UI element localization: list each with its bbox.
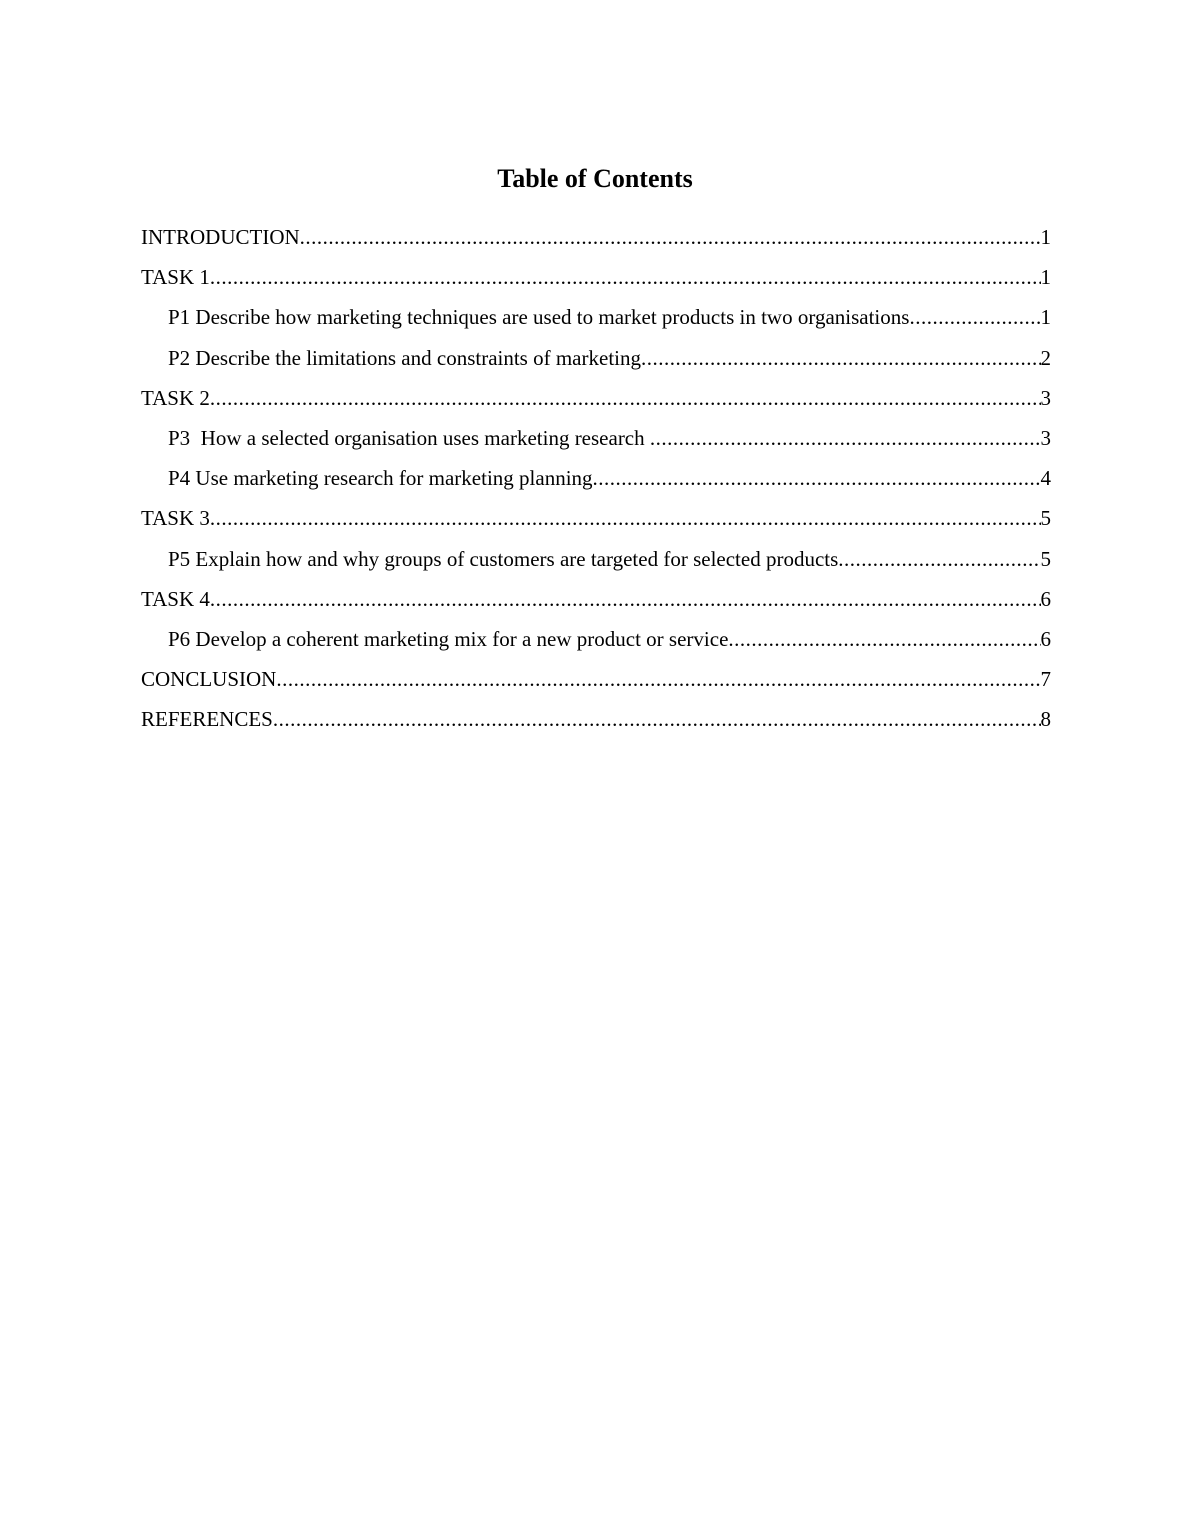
toc-entry-p3[interactable]: [141, 418, 1051, 458]
toc-entry-label: TASK 2: [141, 385, 210, 410]
toc-entry-page: 3: [1040, 425, 1051, 450]
toc-entry-page: 1: [1040, 265, 1051, 290]
toc-entry-page: 7: [1040, 667, 1051, 692]
toc-dot-leader: [273, 699, 1041, 739]
toc-entry-page: 2: [1040, 345, 1051, 370]
toc-dot-leader: [728, 619, 1040, 659]
toc-entry-label: P4 Use marketing research for marketing planning: [168, 466, 593, 491]
toc-entry-task-2[interactable]: [141, 378, 1051, 418]
toc-dot-leader: [210, 257, 1041, 297]
toc-entry-page: 4: [1040, 466, 1051, 491]
toc-entry-label: TASK 3: [141, 506, 210, 531]
toc-entry-label: CONCLUSION: [141, 667, 277, 692]
toc-entry-label: P1 Describe how marketing techniques are used to market products in two organisations: [168, 305, 910, 330]
toc-entry-label: P2 Describe the limitations and constraints of marketing: [168, 345, 641, 370]
toc-entry-page: 1: [1040, 225, 1051, 249]
toc-entry-task-3[interactable]: [141, 498, 1051, 538]
toc-list: [141, 217, 1051, 739]
toc-entry-page: 3: [1040, 385, 1051, 410]
toc-dot-leader: [838, 539, 1040, 579]
toc-dot-leader: [909, 297, 1040, 337]
toc-entry-label: P5 Explain how and why groups of customers are targeted for selected products: [168, 546, 839, 571]
toc-dot-leader: [593, 458, 1041, 498]
toc-entry-p5[interactable]: [141, 539, 1051, 579]
toc-dot-leader: [650, 418, 1041, 458]
toc-entry-label: INTRODUCTION: [141, 225, 300, 249]
toc-entry-p2[interactable]: [141, 338, 1051, 378]
toc-dot-leader: [276, 659, 1040, 699]
toc-entry-page: 6: [1040, 626, 1051, 651]
toc-dot-leader: [210, 378, 1041, 418]
toc-entry-p6[interactable]: [141, 619, 1051, 659]
toc-title: Table of Contents: [497, 164, 693, 193]
toc-dot-leader: [300, 217, 1041, 257]
toc-entry-page: 8: [1040, 707, 1051, 732]
toc-entry-label: P3 How a selected organisation uses marketing research: [168, 425, 650, 450]
toc-entry-p1[interactable]: [141, 297, 1051, 337]
toc-dot-leader: [641, 338, 1041, 378]
toc-entry-page: 1: [1040, 305, 1051, 330]
toc-entry-label: TASK 1: [141, 265, 210, 290]
toc-entry-task-4[interactable]: [141, 579, 1051, 619]
toc-entry-page: 6: [1040, 586, 1051, 611]
toc-entry-label: TASK 4: [141, 586, 210, 611]
toc-entry-conclusion[interactable]: [141, 659, 1051, 699]
toc-entry-task-1[interactable]: [141, 257, 1051, 297]
toc-dot-leader: [210, 579, 1041, 619]
toc-entry-page: 5: [1040, 546, 1051, 571]
toc-entry-introduction[interactable]: [141, 217, 1051, 257]
toc-dot-leader: [210, 498, 1041, 538]
toc-entry-label: REFERENCES: [141, 707, 273, 732]
toc-entry-references[interactable]: [141, 699, 1051, 739]
toc-entry-page: 5: [1040, 506, 1051, 531]
toc-entry-p4[interactable]: [141, 458, 1051, 498]
toc-entry-label: P6 Develop a coherent marketing mix for a new product or service: [168, 626, 729, 651]
